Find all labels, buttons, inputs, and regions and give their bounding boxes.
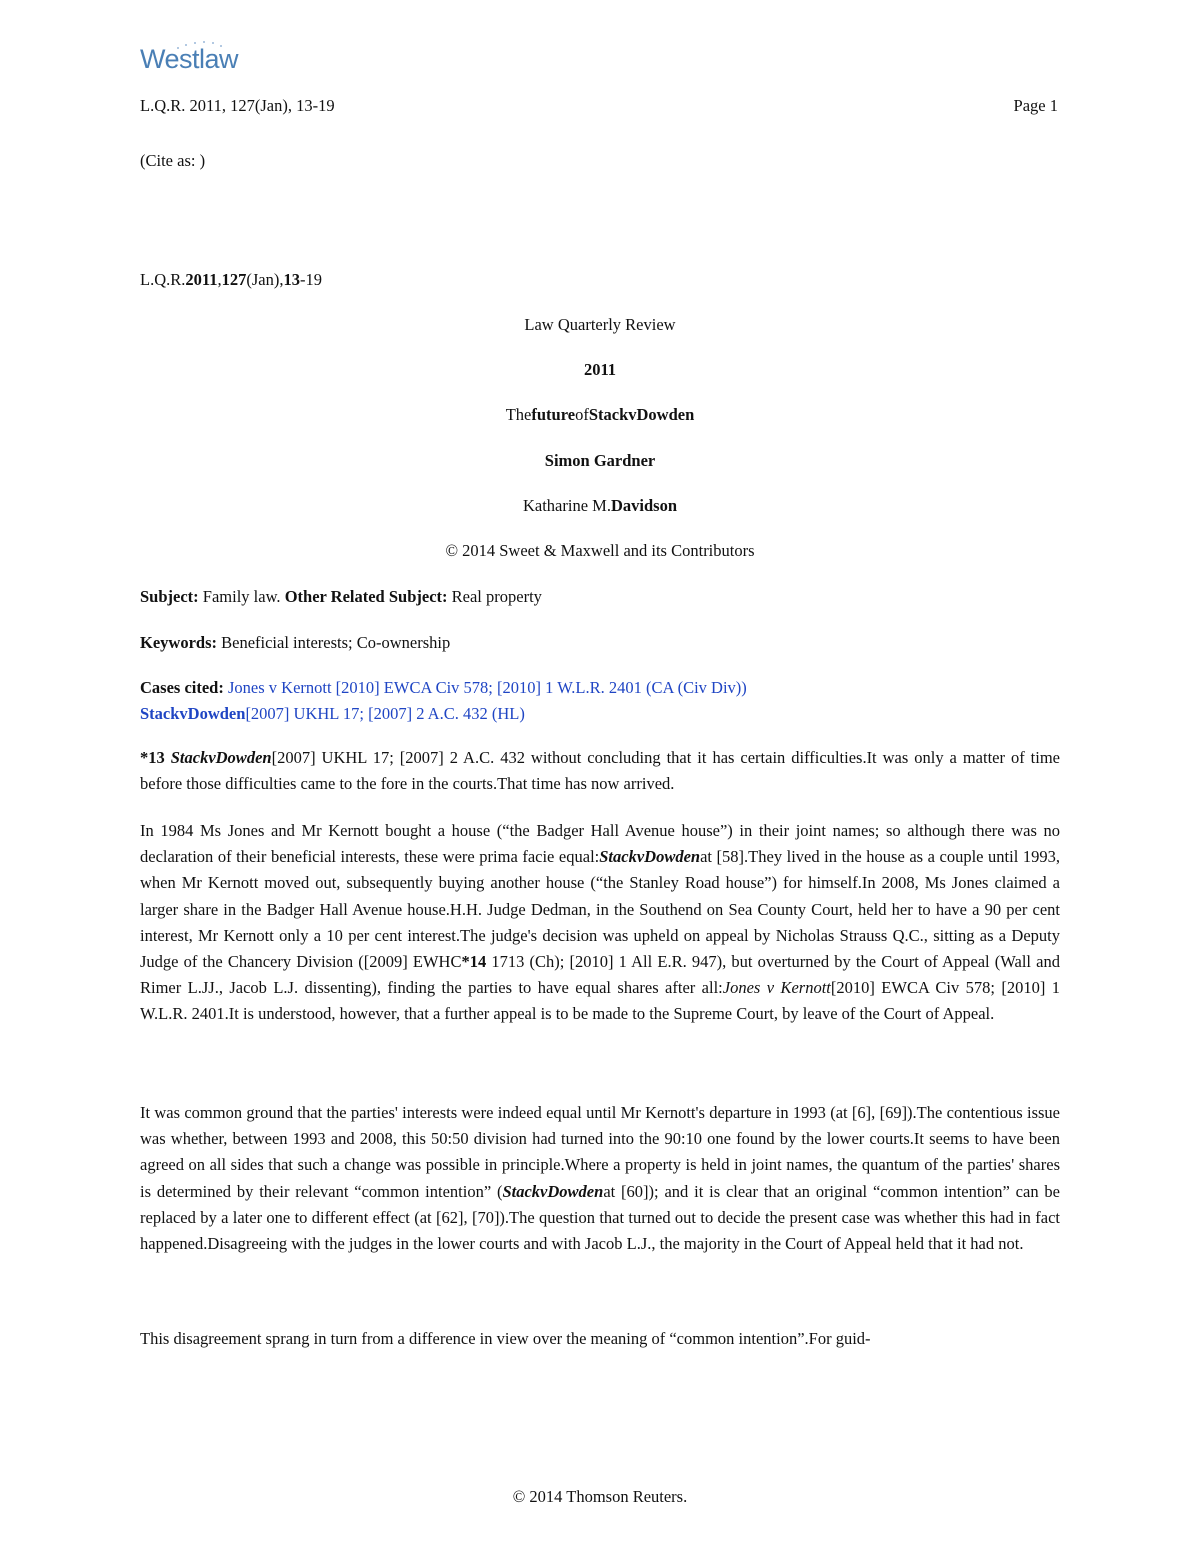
paragraph-1: *13 StackvDowden[2007] UKHL 17; [2007] 2 A.C. 432 without concluding that it has certain difficulties.It was only a matter of time before those difficulties came to the fore in the courts.That time has now arrived. — [140, 748, 1061, 794]
citation-line: L.Q.R.2011,127(Jan),13-19 — [140, 270, 322, 289]
subject-line: Subject: Family law. Other Related Subject: Real property — [140, 587, 542, 606]
copyright-line: © 2014 Sweet & Maxwell and its Contributors — [445, 541, 755, 560]
keywords-line: Keywords: Beneficial interests; Co-ownership — [140, 633, 451, 652]
page-number: Page 1 — [1013, 96, 1058, 115]
cases-cited-line: Cases cited: Jones v Kernott [2010] EWCA Civ 578; [2010] 1 W.L.R. 2401 (CA (Civ Div)) — [140, 678, 747, 697]
case-link-jones-v-kernott[interactable]: Jones v Kernott [2010] EWCA Civ 578; [2010] 1 W.L.R. 2401 (CA (Civ Div)) — [227, 678, 747, 697]
header-citation: L.Q.R. 2011, 127(Jan), 13-19 — [140, 96, 335, 115]
journal-name: Law Quarterly Review — [524, 315, 676, 334]
author-name: Simon Gardner — [544, 451, 656, 470]
cite-as: (Cite as: ) — [140, 151, 206, 170]
paragraph-2: In 1984 Ms Jones and Mr Kernott bought a house (“the Badger Hall Avenue house”) in their joint names; so although there was no declaration of their beneficial interests, these were prima facie equal:StackvDowdenat [58].They lived in the house as a couple until 1993, when Mr Kernott moved out, subsequently buying another house (“the Stanley Road house”) for himself.In 2008, Ms Jones claimed a larger share in the Badger Hall Avenue house.H.H. Judge Dedman, in the Southend on Sea County Court, held her to have a 90 per cent interest, Mr Kernott only a 10 per cent interest.The judge's decision was upheld on appeal by Nicholas Strauss Q.C., sitting as a Deputy Judge of the Chancery Division ([2009] EWHC*14 1713 (Ch); [2010] 1 All E.R. 947), but overturned by the Court of Appeal (Wall and Rimer L.JJ., Jacob L.J. dissenting), finding the parties to have equal shares after all:Jones v Kernott[2010] EWCA Civ 578; [2010] 1 W.L.R. 2401.It is understood, however, that a further appeal is to be made to the Supreme Court, by leave of the Court of Appeal. — [140, 821, 1060, 1024]
article-title: ThefutureofStackvDowden — [505, 405, 695, 424]
editor-name: Katharine M.Davidson — [522, 496, 677, 515]
journal-year: 2011 — [583, 360, 617, 379]
westlaw-logo: Westlaw — [140, 44, 239, 74]
footer-copyright: © 2014 Thomson Reuters. — [512, 1487, 688, 1506]
paragraph-3: It was common ground that the parties' interests were indeed equal until Mr Kernott's departure in 1993 (at [6], [69]).The contentious issue was whether, between 1993 and 2008, this 50:50 division had turned into the 90:10 one found by the lower courts.It seems to have been agreed on all sides that such a change was possible in principle.Where a property is held in joint names, the quantum of the parties' shares is determined by their relevant “common intention” (StackvDowdenat [60]); and it is clear that an original “common intention” can be replaced by a later one to different effect (at [62], [70]).The question that turned out to decide the present case was whether this had in fact happened.Disagreeing with the judges in the lower courts and with Jacob L.J., the majority in the Court of Appeal held that it had not. — [140, 1103, 1060, 1254]
paragraph-4: This disagreement sprang in turn from a difference in view over the meaning of “common intention”.For guid- — [140, 1329, 871, 1348]
case-link-stack-v-dowden[interactable]: StackvDowden[2007] UKHL 17; [2007] 2 A.C. 432 (HL) — [140, 704, 525, 723]
